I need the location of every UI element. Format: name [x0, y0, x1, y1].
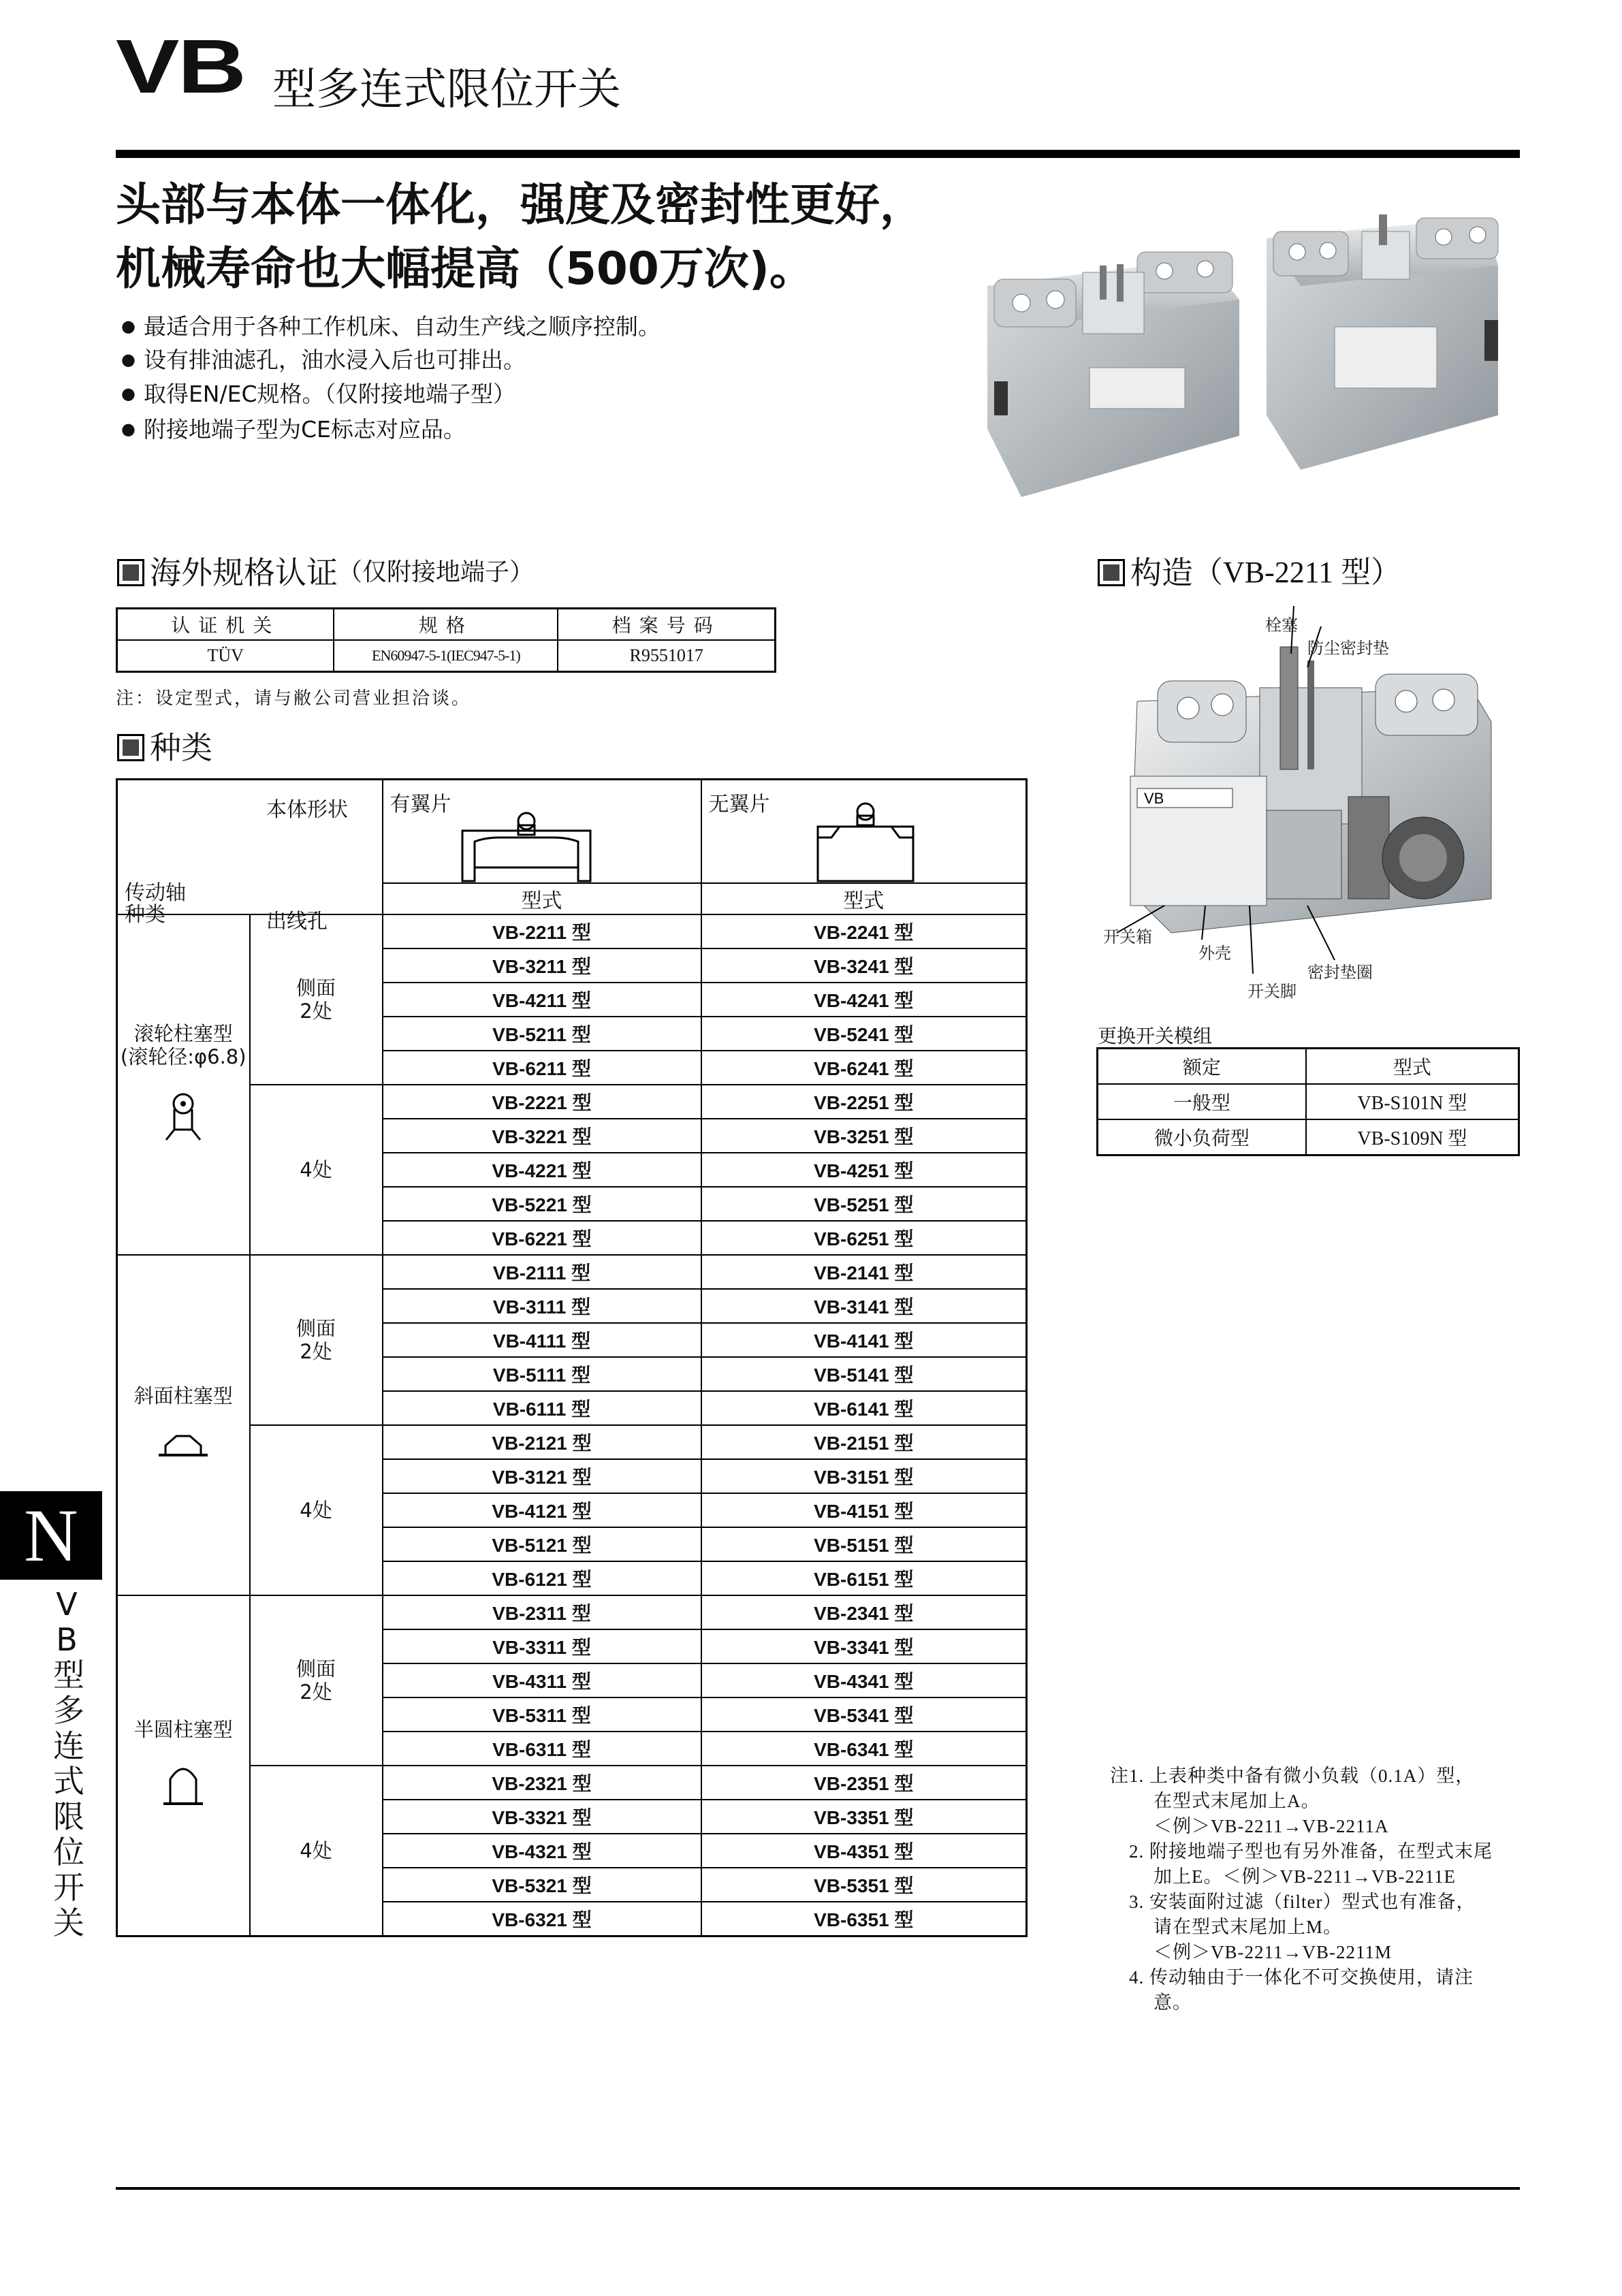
section-square-icon	[117, 559, 144, 586]
section-square-icon	[117, 734, 144, 761]
outlet-text: 4处	[300, 1158, 332, 1181]
bullet-item: ● 最适合用于各种工作机床、自动生产线之顺序控制。	[121, 315, 661, 338]
cert-heading-note: （仅附接地端子）	[338, 558, 535, 586]
actuator-type-cell	[117, 1255, 250, 1595]
parts-col-header: 额定	[1098, 1049, 1306, 1085]
no-flange-body-icon	[804, 799, 927, 888]
structure-heading	[1098, 554, 1401, 591]
label-housing: 外壳	[1198, 944, 1231, 963]
outlet-cell	[250, 1766, 383, 1936]
parts-cell: VB-S109N 型	[1306, 1119, 1519, 1155]
body-shape-label: 本体形状	[266, 798, 348, 822]
table-row	[117, 914, 1027, 948]
note-line: 3. 安装面附过滤（filter）型式也有准备，	[1129, 1892, 1476, 1912]
model-cell: VB-3251 型	[701, 1119, 1027, 1153]
cert-col-header: 档案号码	[558, 609, 775, 641]
label-dust-seal: 防尘密封垫	[1307, 639, 1389, 658]
model-cell: VB-4321 型	[383, 1834, 701, 1868]
model-cell: VB-2251 型	[701, 1085, 1027, 1119]
model-cell: VB-5111 型	[383, 1357, 701, 1391]
label-seal-ring: 密封垫圈	[1307, 963, 1373, 982]
model-cell: VB-6111 型	[383, 1391, 701, 1425]
note-line: 注1. 上表种类中备有微小负载（0.1A）型，	[1110, 1766, 1475, 1786]
without-flange-header	[701, 780, 1027, 884]
types-table	[116, 778, 1028, 1937]
outlet-text: 4处	[300, 1839, 332, 1862]
model-cell: VB-6351 型	[701, 1902, 1027, 1936]
with-flange-drawing	[458, 806, 615, 893]
outlet-text: 侧面 2处	[296, 1657, 336, 1704]
parts-cell: VB-S101N 型	[1306, 1084, 1519, 1119]
model-cell: VB-4211 型	[383, 983, 701, 1017]
model-cell: VB-6241 型	[701, 1051, 1027, 1085]
page-title: 型多连式限位开关	[272, 65, 621, 115]
outlet-label: 出线孔	[266, 910, 328, 934]
note-line: 在型式末尾加上A。	[1154, 1791, 1320, 1811]
model-cell: VB-3141 型	[701, 1289, 1027, 1323]
cert-cell: R9551017	[558, 640, 775, 672]
model-cell: VB-2141 型	[701, 1255, 1027, 1289]
model-cell: VB-3221 型	[383, 1119, 701, 1153]
brand-title: VB	[116, 24, 245, 109]
model-cell: VB-4111 型	[383, 1323, 701, 1357]
model-cell: VB-3111 型	[383, 1289, 701, 1323]
model-cell: VB-5151 型	[701, 1527, 1027, 1561]
headline-line1: 头部与本体一体化，强度及密封性更好，	[116, 178, 925, 231]
model-cell: VB-5311 型	[383, 1697, 701, 1732]
model-cell: VB-5211 型	[383, 1017, 701, 1051]
cert-heading-text: 海外规格认证	[150, 554, 338, 591]
table-row	[117, 1085, 1027, 1119]
model-header: 型式	[383, 883, 701, 914]
model-cell: VB-4251 型	[701, 1153, 1027, 1187]
bullet-item: ● 附接地端子型为CE标志对应品。	[121, 418, 466, 441]
model-cell: VB-2351 型	[701, 1766, 1027, 1800]
parts-table	[1096, 1047, 1520, 1156]
model-cell: VB-4151 型	[701, 1493, 1027, 1527]
without-flange-drawing	[804, 799, 927, 893]
structure-illustration	[1090, 606, 1539, 1015]
model-cell: VB-3241 型	[701, 948, 1027, 983]
side-tab-text: VB型多连式限位开关	[53, 1586, 84, 1941]
model-cell: VB-3211 型	[383, 948, 701, 983]
parts-col-header: 型式	[1306, 1049, 1519, 1085]
flange-body-icon	[458, 806, 615, 888]
actuator-type-cell	[117, 1595, 250, 1936]
model-cell: VB-4351 型	[701, 1834, 1027, 1868]
model-cell: VB-4141 型	[701, 1323, 1027, 1357]
note-line: 加上E。＜例＞VB-2211→VB-2211E	[1154, 1866, 1456, 1887]
parts-cell: 一般型	[1098, 1084, 1306, 1119]
types-corner-cell	[117, 780, 383, 934]
model-cell: VB-6221 型	[383, 1221, 701, 1255]
model-header: 型式	[701, 883, 1027, 914]
model-cell: VB-3351 型	[701, 1800, 1027, 1834]
model-cell: VB-6311 型	[383, 1732, 701, 1766]
round-plunger-icon	[118, 1761, 249, 1814]
model-cell: VB-4311 型	[383, 1663, 701, 1697]
device-label: VB	[1144, 790, 1164, 807]
model-cell: VB-2121 型	[383, 1425, 701, 1459]
without-flange-label: 无翼片	[708, 793, 770, 816]
model-cell: VB-6121 型	[383, 1561, 701, 1595]
product-photo	[981, 211, 1518, 524]
model-cell: VB-2221 型	[383, 1085, 701, 1119]
bevel-plunger-icon	[118, 1428, 249, 1467]
model-cell: VB-3341 型	[701, 1629, 1027, 1663]
model-cell: VB-6341 型	[701, 1732, 1027, 1766]
outlet-text: 侧面 2处	[296, 976, 336, 1023]
bullet-item: ● 取得EN/EC规格。（仅附接地端子型）	[121, 383, 515, 405]
note-line: ＜例＞VB-2211→VB-2211A	[1154, 1816, 1389, 1836]
model-cell: VB-6321 型	[383, 1902, 701, 1936]
model-cell: VB-3311 型	[383, 1629, 701, 1663]
cert-col-header: 规格	[334, 609, 558, 641]
parts-title: 更换开关模组	[1098, 1025, 1213, 1047]
note-line: ＜例＞VB-2211→VB-2211M	[1154, 1942, 1393, 1962]
cert-col-header: 认证机关	[117, 609, 334, 641]
model-cell: VB-4121 型	[383, 1493, 701, 1527]
outlet-cell	[250, 1085, 383, 1255]
note-line: 2. 附接地端子型也有另外准备，在型式末尾	[1129, 1841, 1493, 1862]
actuator-label: 传动轴 种类	[125, 881, 186, 927]
model-cell: VB-5251 型	[701, 1187, 1027, 1221]
actuator-type-name: 滚轮柱塞型 (滚轮径:φ6.8)	[120, 1021, 247, 1068]
outlet-cell	[250, 1255, 383, 1425]
label-plug: 栓塞	[1265, 616, 1298, 635]
notes-block	[1110, 1764, 1493, 2015]
bullet-item: ● 设有排油滤孔，油水浸入后也可排出。	[121, 349, 526, 371]
structure-heading-text: 构造	[1130, 554, 1193, 591]
model-cell: VB-5221 型	[383, 1187, 701, 1221]
model-cell: VB-5341 型	[701, 1697, 1027, 1732]
model-cell: VB-2211 型	[383, 914, 701, 948]
model-cell: VB-6141 型	[701, 1391, 1027, 1425]
note-line: 请在型式末尾加上M。	[1154, 1917, 1343, 1937]
table-row	[117, 1255, 1027, 1289]
with-flange-header	[383, 780, 701, 884]
model-cell: VB-2341 型	[701, 1595, 1027, 1629]
cert-note: 注：设定型式，请与敝公司营业担洽谈。	[116, 688, 472, 708]
types-header-row	[117, 780, 1027, 884]
label-switch-foot: 开关脚	[1247, 982, 1297, 1001]
model-cell: VB-6251 型	[701, 1221, 1027, 1255]
table-row	[117, 1595, 1027, 1629]
cert-table	[116, 607, 776, 673]
model-cell: VB-6211 型	[383, 1051, 701, 1085]
model-cell: VB-2321 型	[383, 1766, 701, 1800]
model-cell: VB-4241 型	[701, 983, 1027, 1017]
model-cell: VB-6151 型	[701, 1561, 1027, 1595]
note-line: 4. 传动轴由于一体化不可交换使用，请注	[1129, 1967, 1474, 1988]
model-cell: VB-3121 型	[383, 1459, 701, 1493]
model-cell: VB-5321 型	[383, 1868, 701, 1902]
top-rule	[116, 150, 1520, 158]
parts-cell: 微小负荷型	[1098, 1119, 1306, 1155]
model-cell: VB-2111 型	[383, 1255, 701, 1289]
model-cell: VB-5241 型	[701, 1017, 1027, 1051]
with-flange-label: 有翼片	[389, 793, 451, 816]
types-heading	[117, 729, 212, 766]
roller-plunger-icon	[118, 1089, 249, 1148]
model-cell: VB-5141 型	[701, 1357, 1027, 1391]
actuator-type-name: 斜面柱塞型	[133, 1384, 233, 1407]
section-square-icon	[1098, 559, 1125, 586]
model-cell: VB-5351 型	[701, 1868, 1027, 1902]
side-tab: N	[0, 1491, 102, 1580]
model-cell: VB-3321 型	[383, 1800, 701, 1834]
headline-line2: 机械寿命也大幅提高（500万次)。	[116, 242, 814, 295]
label-switch-box: 开关箱	[1103, 927, 1152, 946]
actuator-type-name: 半圆柱塞型	[133, 1717, 233, 1741]
model-cell: VB-3151 型	[701, 1459, 1027, 1493]
model-cell: VB-2151 型	[701, 1425, 1027, 1459]
table-row	[117, 1425, 1027, 1459]
note-line: 意。	[1154, 1992, 1192, 2013]
cert-cell: EN60947-5-1(IEC947-5-1)	[334, 640, 558, 672]
actuator-type-cell	[117, 914, 250, 1255]
outlet-cell	[250, 1595, 383, 1766]
table-row	[117, 1766, 1027, 1800]
outlet-cell	[250, 914, 383, 1085]
outlet-text: 侧面 2处	[296, 1317, 336, 1363]
outlet-text: 4处	[300, 1499, 332, 1522]
model-cell: VB-4341 型	[701, 1663, 1027, 1697]
types-heading-text: 种类	[150, 729, 212, 766]
model-cell: VB-4221 型	[383, 1153, 701, 1187]
structure-heading-model: （VB-2211 型）	[1193, 556, 1401, 589]
cert-heading	[117, 554, 535, 591]
model-cell: VB-2311 型	[383, 1595, 701, 1629]
bottom-rule	[116, 2187, 1520, 2190]
model-cell: VB-5121 型	[383, 1527, 701, 1561]
model-cell: VB-2241 型	[701, 914, 1027, 948]
outlet-cell	[250, 1425, 383, 1595]
cert-cell: TÜV	[117, 640, 334, 672]
